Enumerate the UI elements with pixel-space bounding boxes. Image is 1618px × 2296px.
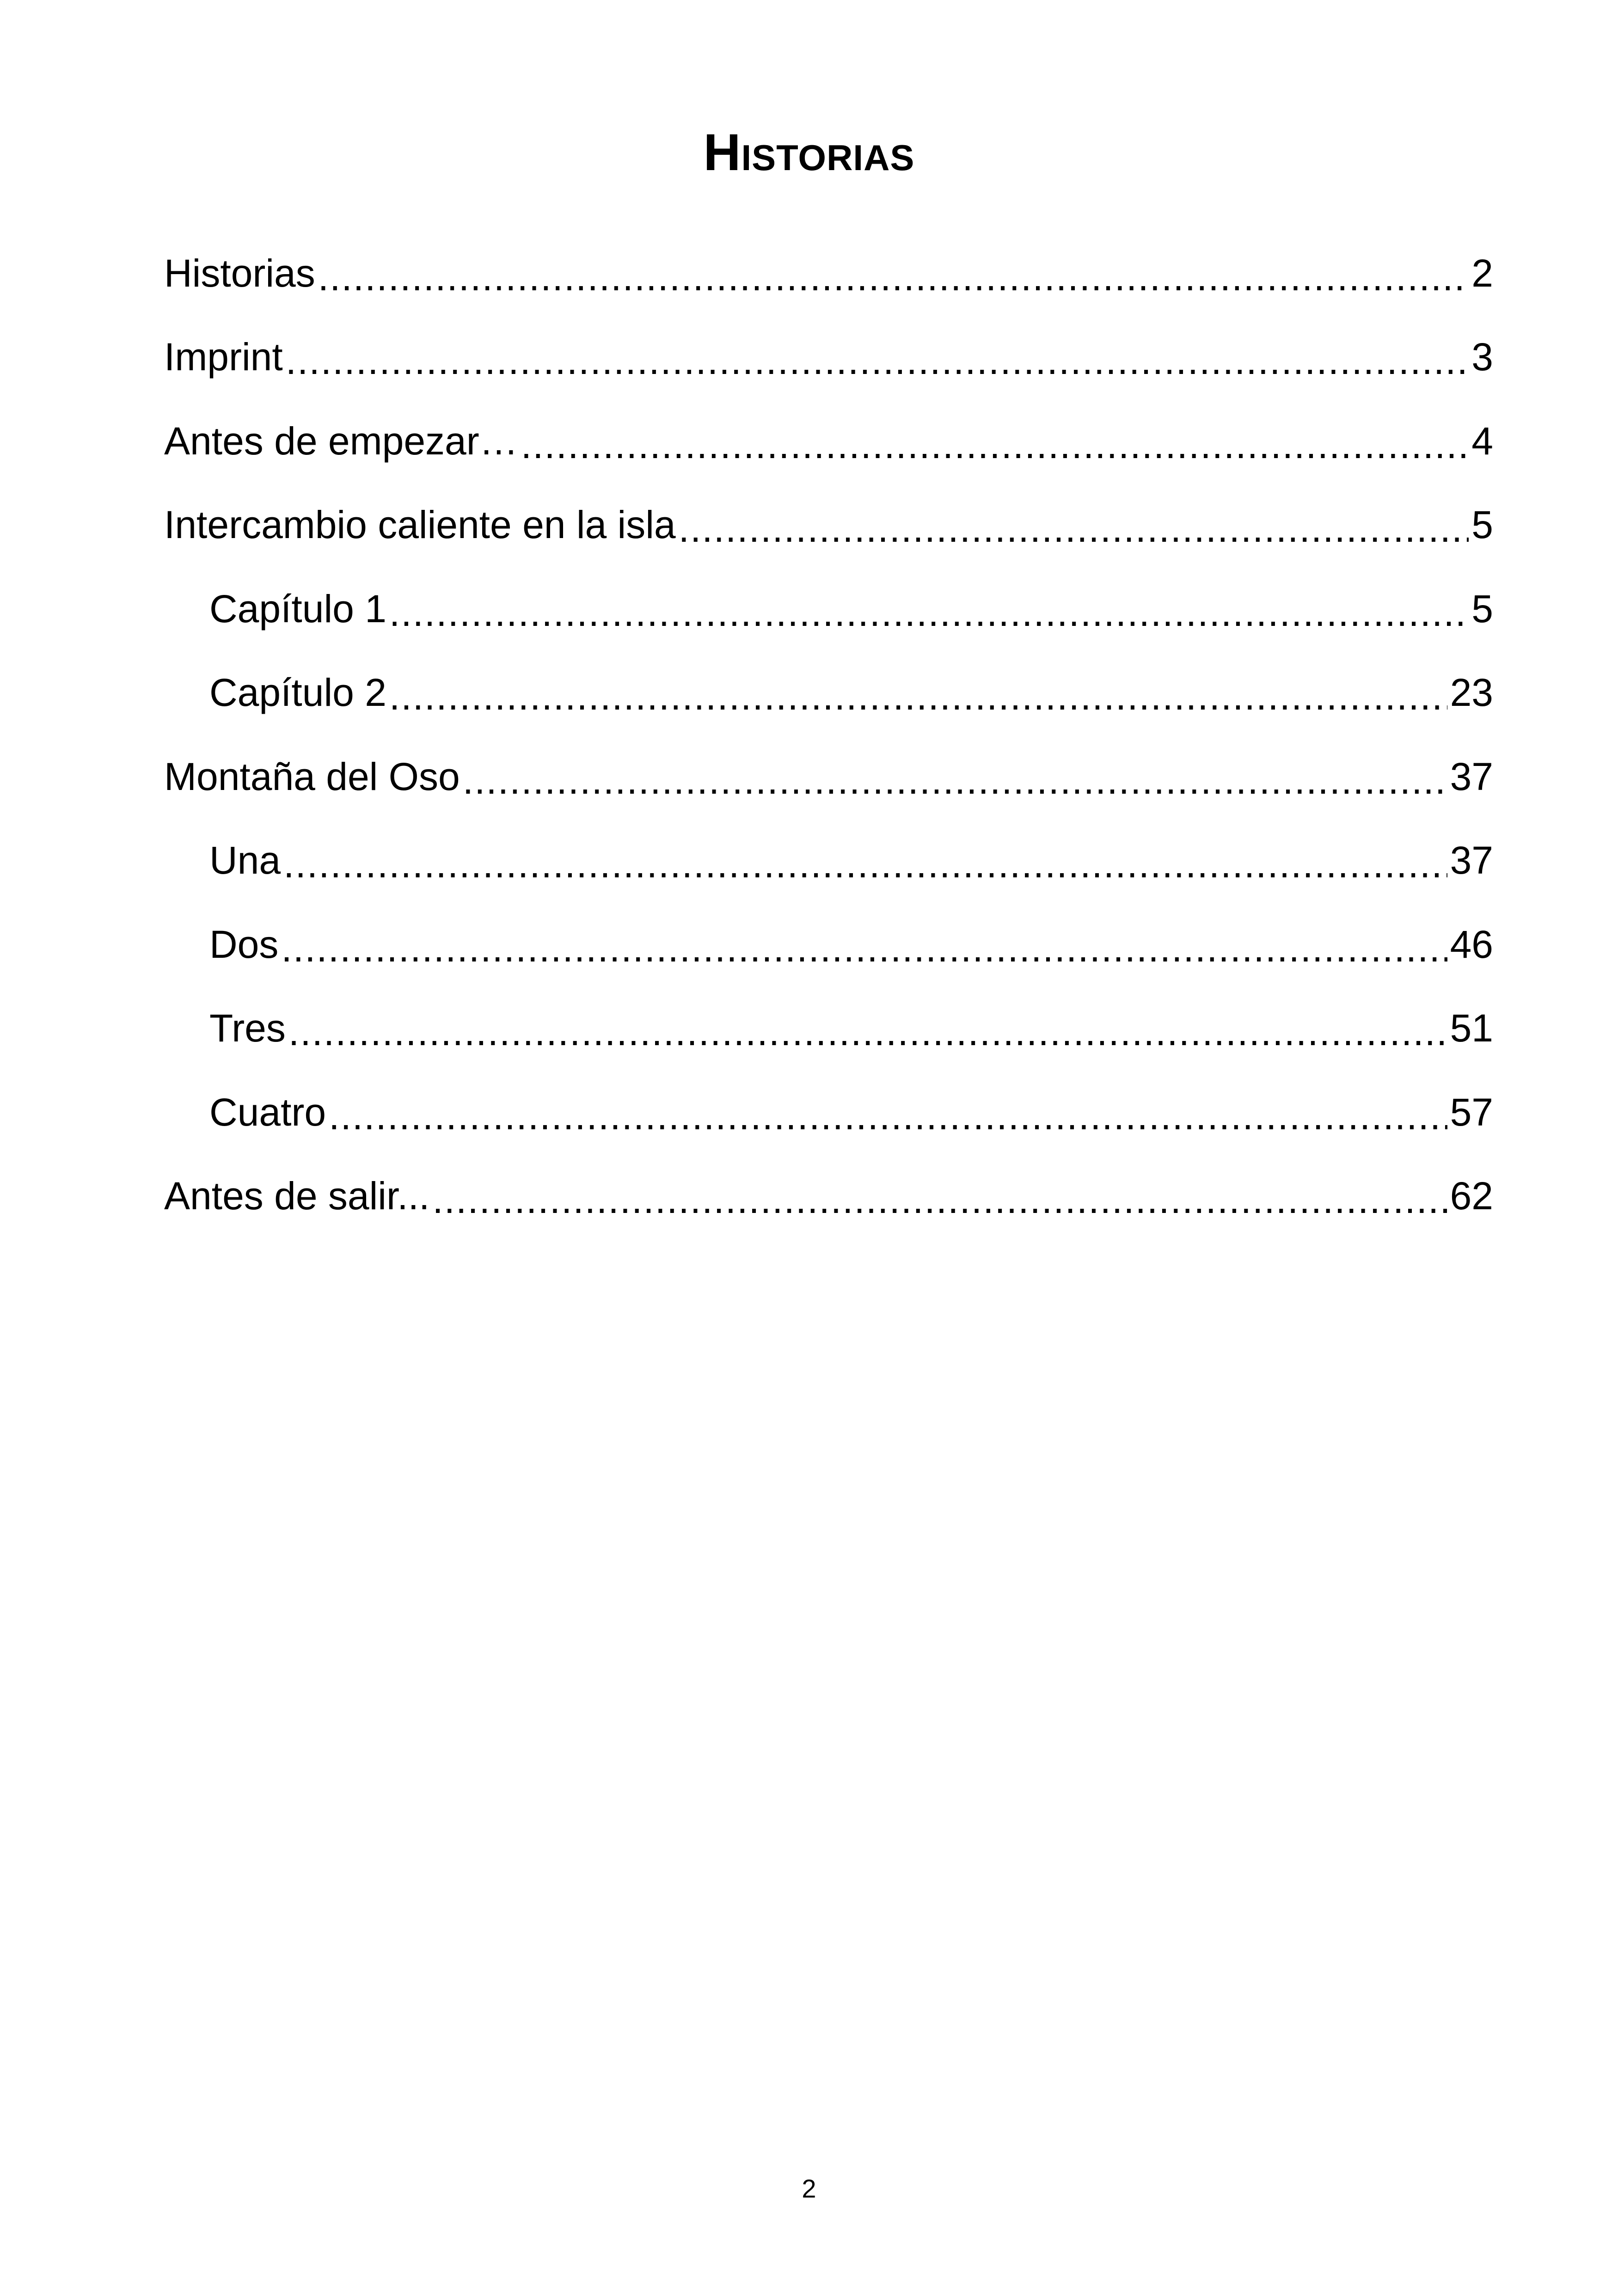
- toc-entry-label: Una: [209, 839, 281, 882]
- toc-dot-leader: [389, 673, 1447, 719]
- table-of-contents: [164, 231, 1493, 1238]
- toc-entry-label: Antes de empezar…: [164, 419, 518, 463]
- toc-dot-leader: [389, 589, 1469, 636]
- toc-entry-page: 37: [1450, 754, 1493, 798]
- toc-entry-label: Tres: [209, 1006, 286, 1050]
- toc-entry-label: Dos: [209, 922, 279, 966]
- toc-entry-label: Antes de salir...: [164, 1174, 430, 1218]
- toc-entry-page: 37: [1450, 839, 1493, 882]
- toc-entry-page: 62: [1450, 1174, 1493, 1218]
- toc-entry-page: 23: [1450, 671, 1493, 715]
- toc-dot-leader: [679, 505, 1469, 551]
- toc-subentry[interactable]: [164, 986, 1493, 1071]
- toc-dot-leader: [286, 337, 1469, 384]
- toc-dot-leader: [463, 757, 1447, 803]
- toc-dot-leader: [281, 925, 1447, 971]
- toc-dot-leader: [521, 422, 1469, 468]
- toc-entry-label: Imprint: [164, 335, 283, 379]
- toc-entry-label: Historias: [164, 251, 315, 295]
- toc-entry[interactable]: [164, 483, 1493, 567]
- toc-dot-leader: [432, 1176, 1447, 1223]
- toc-entry-label: Capítulo 1: [209, 587, 386, 631]
- toc-entry-label: Montaña del Oso: [164, 754, 460, 798]
- toc-dot-leader: [288, 1009, 1447, 1055]
- toc-entry-page: 57: [1450, 1090, 1493, 1134]
- toc-entry-page: 5: [1471, 503, 1493, 547]
- toc-entry[interactable]: [164, 1154, 1493, 1238]
- toc-entry-label: Capítulo 2: [209, 671, 386, 715]
- toc-dot-leader: [329, 1093, 1447, 1139]
- toc-subentry[interactable]: [164, 651, 1493, 735]
- page-title: Historias: [703, 123, 915, 181]
- toc-entry-page: 5: [1471, 587, 1493, 631]
- toc-entry-label: Intercambio caliente en la isla: [164, 503, 676, 547]
- toc-entry-page: 3: [1471, 335, 1493, 379]
- toc-subentry[interactable]: [164, 819, 1493, 903]
- toc-dot-leader: [318, 254, 1469, 300]
- toc-entry[interactable]: [164, 735, 1493, 819]
- toc-entry[interactable]: [164, 231, 1493, 315]
- toc-entry-page: 46: [1450, 922, 1493, 966]
- page-number: 2: [802, 2174, 816, 2203]
- toc-dot-leader: [283, 841, 1447, 887]
- toc-entry-page: 51: [1450, 1006, 1493, 1050]
- toc-entry-page: 2: [1471, 251, 1493, 295]
- toc-entry-label: Cuatro: [209, 1090, 326, 1134]
- toc-entry-page: 4: [1471, 419, 1493, 463]
- toc-subentry[interactable]: [164, 1070, 1493, 1154]
- toc-entry[interactable]: [164, 315, 1493, 399]
- toc-subentry[interactable]: [164, 902, 1493, 986]
- toc-entry[interactable]: [164, 399, 1493, 483]
- toc-subentry[interactable]: [164, 567, 1493, 651]
